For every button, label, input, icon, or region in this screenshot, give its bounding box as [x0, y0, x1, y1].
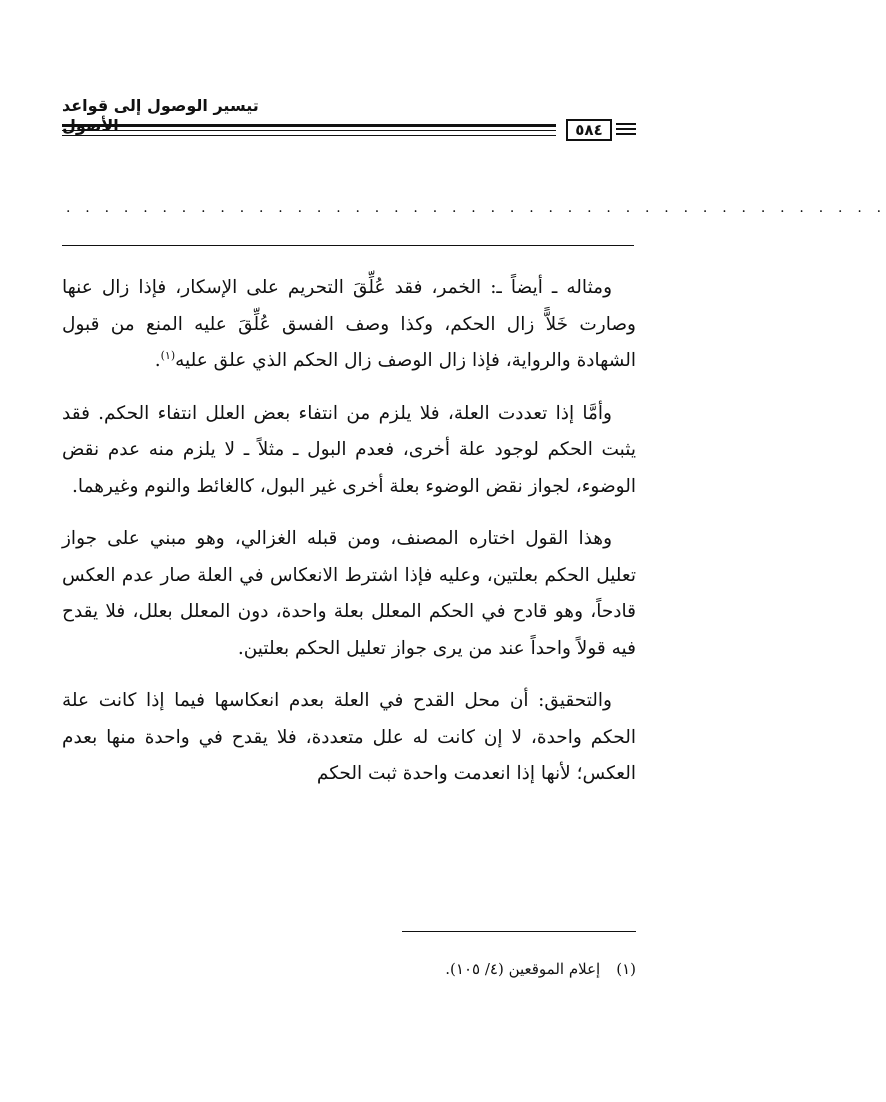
section-separator — [62, 245, 634, 246]
header-rule-thin-2 — [62, 135, 556, 136]
page-number: ٥٨٤ — [566, 119, 612, 141]
paragraph-1 — [62, 270, 636, 380]
paragraph-1-text: ومثاله ـ أيضاً ـ: الخمر، فقد عُلِّقَ التحريم على الإسكار، فإذا زال عنها وصارت خَلاًّ زال الحكم، وكذا وصف الفسق عُلِّقَ عليه المنع من قبول الشهادة والرواية، فإذا زال الوصف زال الحكم الذي علق عليه — [62, 277, 636, 371]
header-rule-thin-1 — [62, 130, 556, 131]
footnote-reference: (١) — [160, 348, 176, 362]
header-rule-thick — [62, 124, 556, 127]
page-number-ornament — [616, 123, 636, 138]
footnote-number: (١) — [616, 960, 636, 978]
paragraph-4: والتحقيق: أن محل القدح في العلة بعدم انعكاسها فيما إذا كانت علة الحكم واحدة، لا إن كانت له علل متعددة، فلا يقدح في واحدة منها بعدم العكس؛ لأنها إذا انعدمت واحدة ثبت الحكم — [62, 690, 636, 784]
footnote-separator — [402, 931, 636, 932]
paragraph-3: وهذا القول اختاره المصنف، ومن قبله الغزالي، وهو مبني على جواز تعليل الحكم بعلتين، وعليه فإذا اشترط الانعكاس في العلة صار عدم العكس قادحاً، وهو قادح في الحكم المعلل بعلة واحدة، دون المعلل بعلل، فلا يقدح فيه قولاً واحداً عند من يرى جواز تعليل الحكم بعلتين. — [62, 528, 636, 659]
paragraph-2: وأمَّا إذا تعددت العلة، فلا يلزم من انتفاء بعض العلل انتفاء الحكم. فقد يثبت الحكم لوجود علة أخرى، فعدم البول ـ مثلاً ـ لا يلزم منه عدم نقض الوضوء، لجواز نقض الوضوء بعلة أخرى غير البول، كالغائط والنوم وغيرهما. — [62, 402, 636, 497]
continuation-dots: · · · · · · · · · · · · · · · · · · · · · · · · · · · · · · · · · · · · · · · · · · · — [66, 204, 886, 220]
body-text — [62, 270, 636, 809]
paragraph-1-end: . — [154, 350, 161, 371]
running-header-title: تيسير الوصول إلى قواعد — [62, 96, 259, 115]
footnote — [300, 957, 636, 981]
footnote-text: إعلام الموقعين (٤/ ١٠٥). — [445, 960, 601, 978]
